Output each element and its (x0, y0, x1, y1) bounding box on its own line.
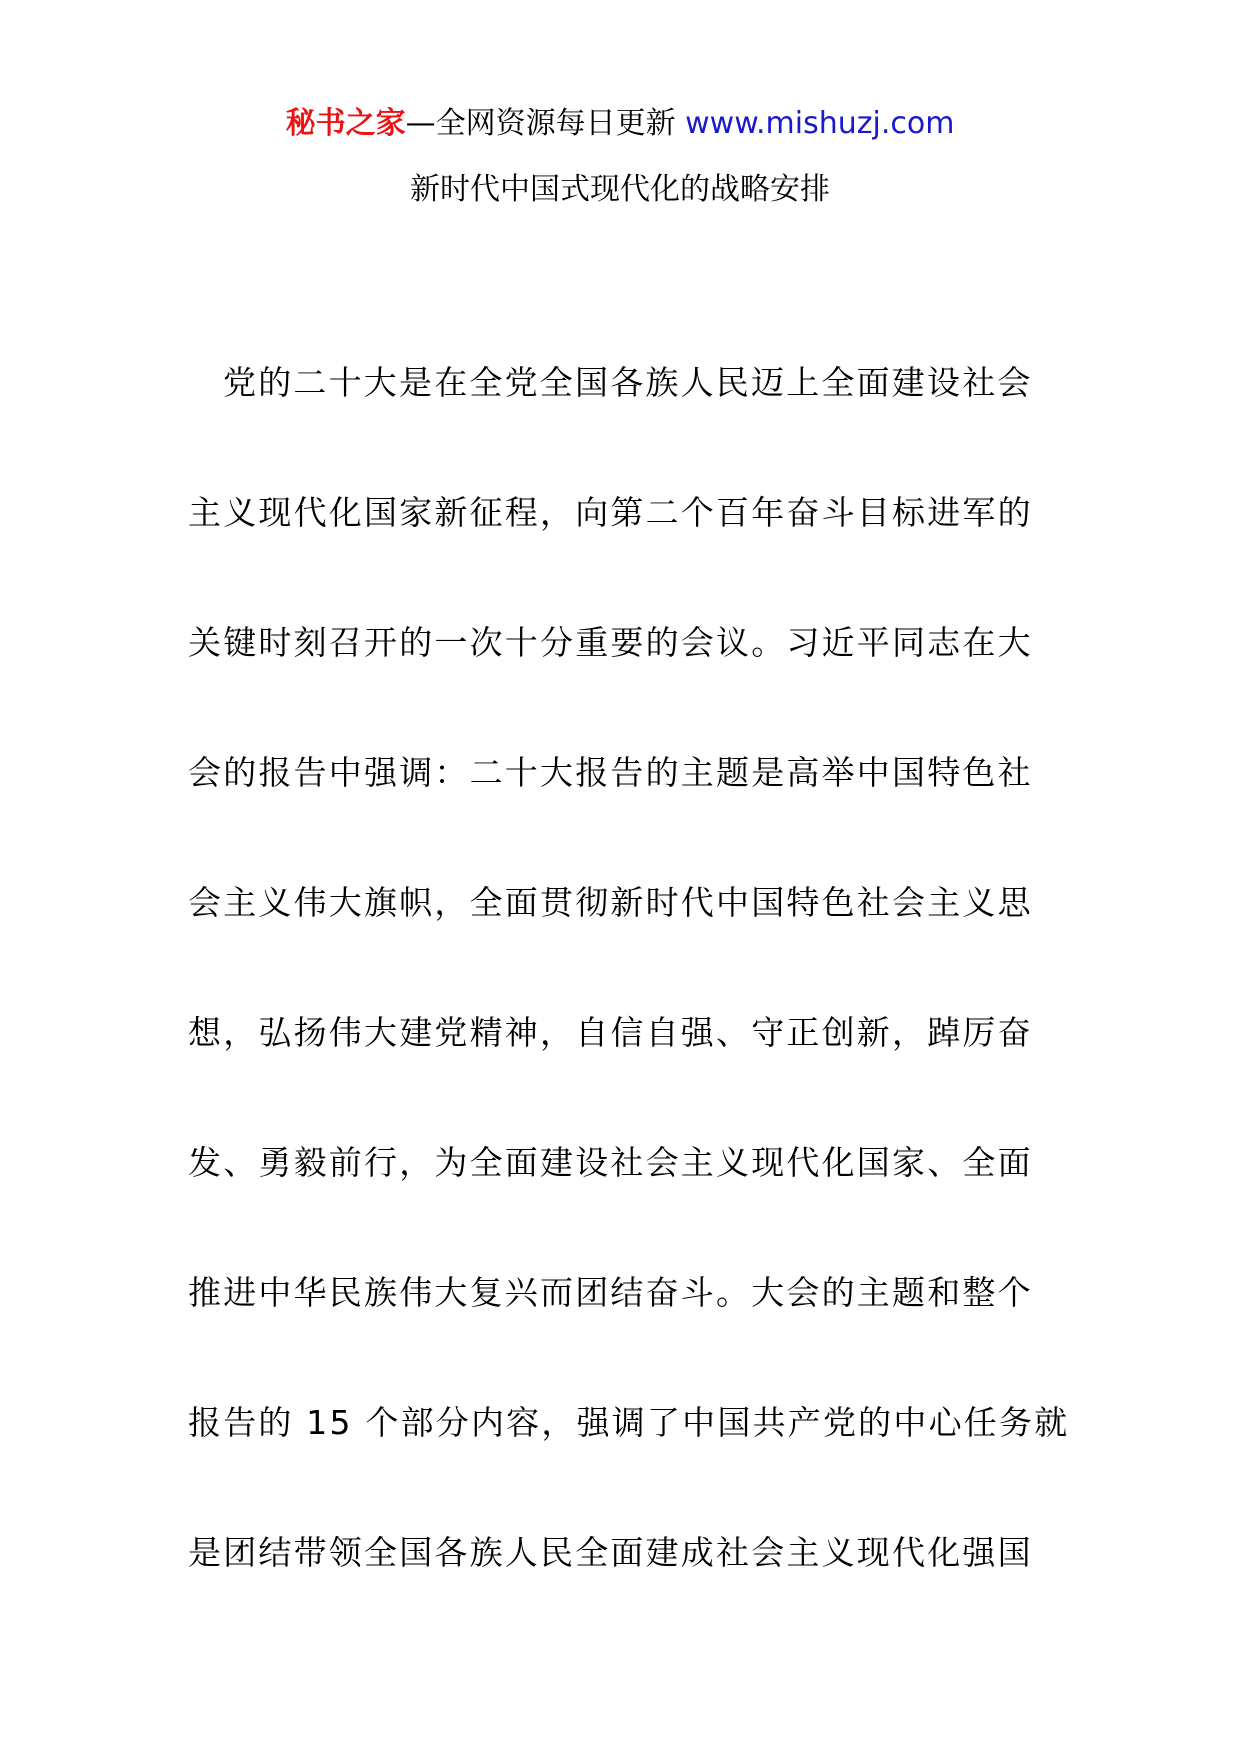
body-line: 发、勇毅前行，为全面建设社会主义现代化国家、全面 (188, 1143, 1033, 1182)
document-body (188, 361, 1070, 1661)
site-header (0, 104, 1240, 144)
body-line: 会主义伟大旗帜，全面贯彻新时代中国特色社会主义思 (188, 883, 1033, 922)
brand-name: 秘书之家 (285, 106, 406, 141)
body-line: 推进中华民族伟大复兴而团结奋斗。大会的主题和整个 (188, 1273, 1033, 1312)
body-line: 主义现代化国家新征程，向第二个百年奋斗目标进军的 (188, 493, 1033, 532)
body-line: 会的报告中强调：二十大报告的主题是高举中国特色社 (188, 753, 1033, 792)
body-line: 关键时刻召开的一次十分重要的会议。习近平同志在大 (188, 623, 1033, 662)
body-line: 报告的 15 个部分内容，强调了中国共产党的中心任务就 (188, 1403, 1070, 1442)
body-line: 是团结带领全国各族人民全面建成社会主义现代化强国 (188, 1533, 1033, 1572)
document-title: 新时代中国式现代化的战略安排 (410, 172, 830, 207)
body-line: 党的二十大是在全党全国各族人民迈上全面建设社会 (223, 363, 1033, 402)
body-line: 想，弘扬伟大建党精神，自信自强、守正创新，踔厉奋 (188, 1013, 1033, 1052)
header-tagline: —全网资源每日更新 (405, 106, 676, 141)
site-url-link[interactable]: www.mishuzj.com (685, 106, 955, 141)
